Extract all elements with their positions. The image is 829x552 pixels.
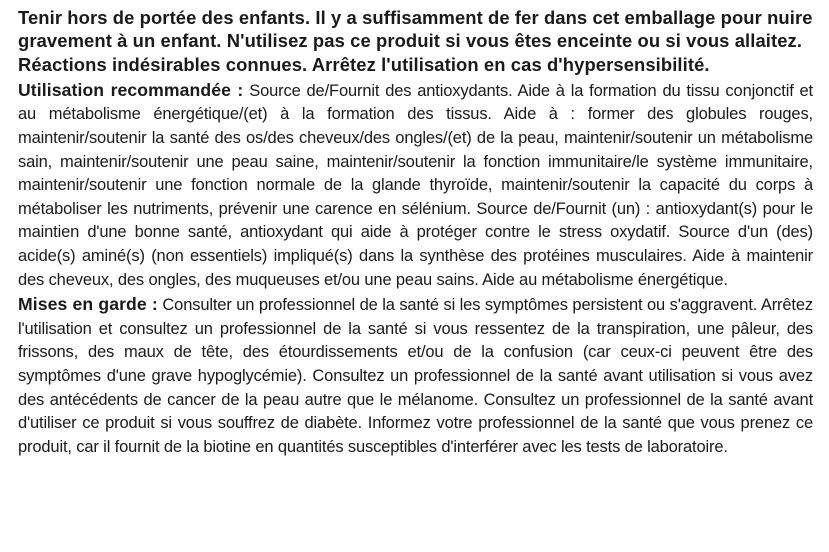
recommended-use-text: Source de/Fournit des antioxydants. Aide à la formation du tissu conjonctif et au métabolisme énergétique/(et) à la formation des tissus. Aide à : former des globules rouges, maintenir/soutenir la santé des os/des cheveux/des ongles/(et) de la peau, maintenir/soutenir un métabolisme sain, maintenir/soutenir une peau saine, maintenir/soutenir la fonction immunitaire/le système immunitaire, maintenir/soutenir une fonction normale de la glande thyroïde, maintenir/soutenir la capacité du corps à métaboliser les nutriments, prévenir une carence en sélénium. Source de/Fournit (un) : antioxydant(s) pour le maintien d'une bonne santé, antioxydant qui aide à protéger contre le stress oxydatif. Source d'un (des) acide(s) aminé(s) (non essentiels) impliqué(s) dans la synthèse des protéines musculaires. Aide à maintenir des cheveux, des ongles, des muqueuses et/ou une peau sains. Aide au métabolisme énergétique. — [18, 81, 813, 289]
cautions-text: Consulter un professionnel de la santé si les symptômes persistent ou s'aggravent. Arrêtez l'utilisation et consultez un professionnel de la santé si vous ressentez de la transpiration, une pâleur, des frissons, des maux de tête, des étourdissements et/ou de la confusion (car ceux-ci peuvent être des symptômes d'une grave hypoglycémie). Consultez un professionnel de la santé avant utilisation si vous avez des antécédents de cancer de la peau autre que le mélanome. Consultez un professionnel de la santé avant d'utiliser ce produit si vous souffrez de diabète. Informez votre professionnel de la santé que vous prenez ce produit, car il fournit de la biotine en quantités susceptibles d'interférer avec les tests de laboratoire. — [18, 296, 813, 456]
recommended-use-section — [18, 79, 813, 292]
recommended-use-heading: Utilisation recommandée : — [18, 79, 244, 100]
cautions-section — [18, 293, 813, 459]
warning-statement: Tenir hors de portée des enfants. Il y a suffisamment de fer dans cet emballage pour nuire gravement à un enfant. N'utilisez pas ce produit si vous êtes enceinte ou si vous allaitez. Réactions indésirables connues. Arrêtez l'utilisation en cas d'hypersensibilité. — [18, 7, 813, 75]
cautions-heading: Mises en garde : — [18, 294, 158, 315]
